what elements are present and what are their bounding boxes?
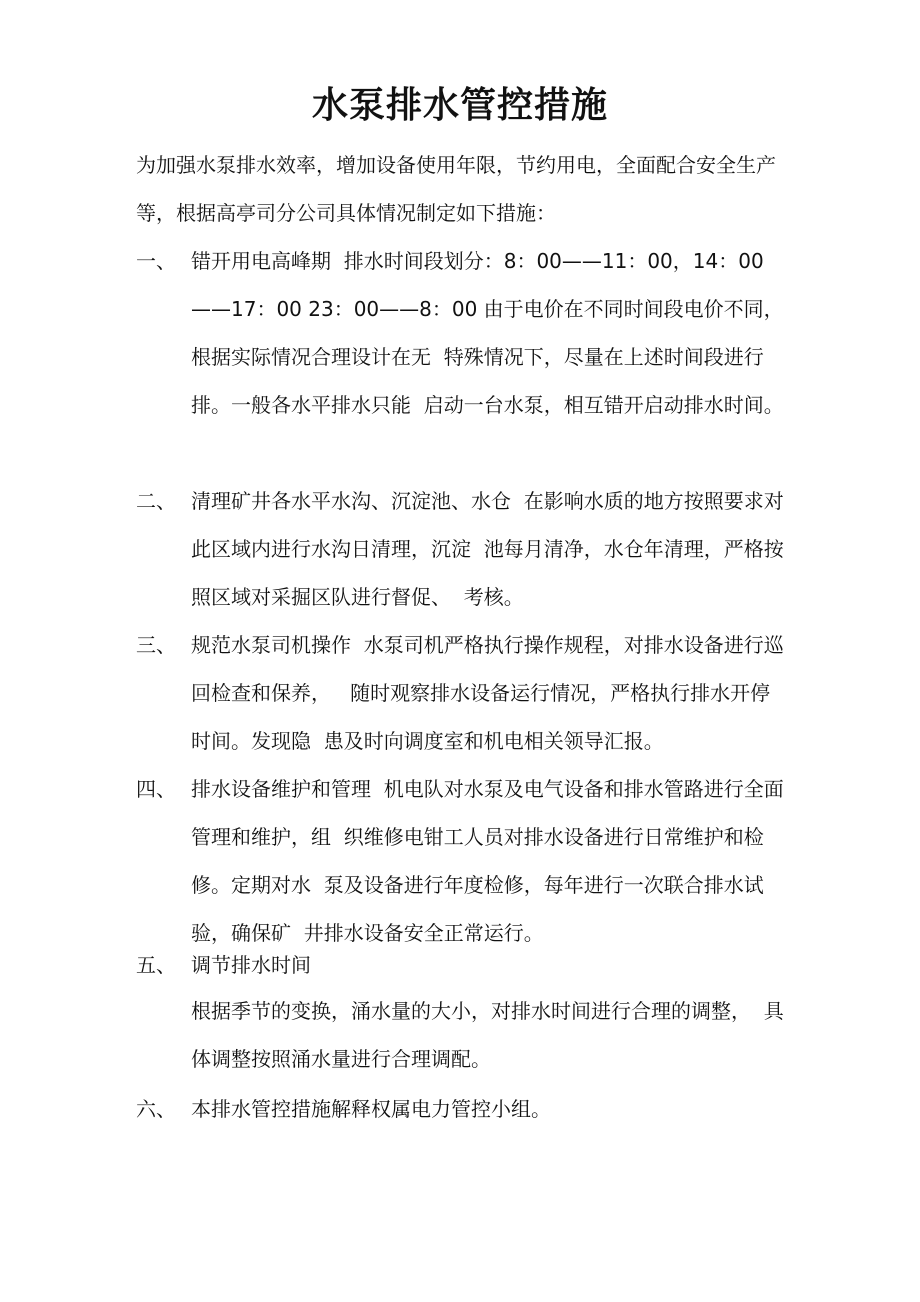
item-text: 本排水管控措施解释权属电力管控小组。: [191, 1097, 551, 1121]
intro-paragraph: 为加强水泵排水效率，增加设备使用年限，节约用电，全面配合安全生产等，根据高亭司分公司具体情况制定如下措施：: [136, 153, 776, 225]
item-text: 调节排水时间: [191, 953, 311, 977]
item-text: 错开用电高峰期 排水时间段划分：8：00——11：00，14：00——17：00 23：00——8：00 由于电价在不同时间段电价不同，根据实际情况合理设计在无 特殊情况下，尽量在上述时间段进行排。一般各水平排水只能 启动一台水泵，相互错开启动排水时间。: [191, 249, 784, 417]
item-number: 五、: [136, 953, 176, 977]
item-text: 排水设备维护和管理 机电队对水泵及电气设备和排水管路进行全面管理和维护，组 织维修电钳工人员对排水设备进行日常维护和检修。定期对水 泵及设备进行年度检修，每年进行一次联合排水试验，确保矿 井排水设备安全正常运行。: [191, 777, 784, 945]
item-number: 一、: [136, 249, 176, 273]
item-text: 规范水泵司机操作 水泵司机严格执行操作规程，对排水设备进行巡回检查和保养， 随时观察排水设备运行情况，严格执行排水开停时间。发现隐 患及时向调度室和机电相关领导汇报。: [191, 633, 784, 753]
document-title: 水泵排水管控措施: [311, 85, 608, 126]
item-number: 二、: [136, 489, 176, 513]
item-number: 六、: [136, 1097, 176, 1121]
item-text: 清理矿井各水平水沟、沉淀池、水仓 在影响水质的地方按照要求对此区域内进行水沟日清理，沉淀 池每月清净，水仓年清理，严格按照区域对采掘区队进行督促、 考核。: [191, 489, 784, 609]
item-number: 三、: [136, 633, 176, 657]
item-5-detail: 根据季节的变换，涌水量的大小，对排水时间进行合理的调整， 具体调整按照涌水量进行合理调配。: [191, 999, 784, 1071]
item-number: 四、: [136, 777, 176, 801]
